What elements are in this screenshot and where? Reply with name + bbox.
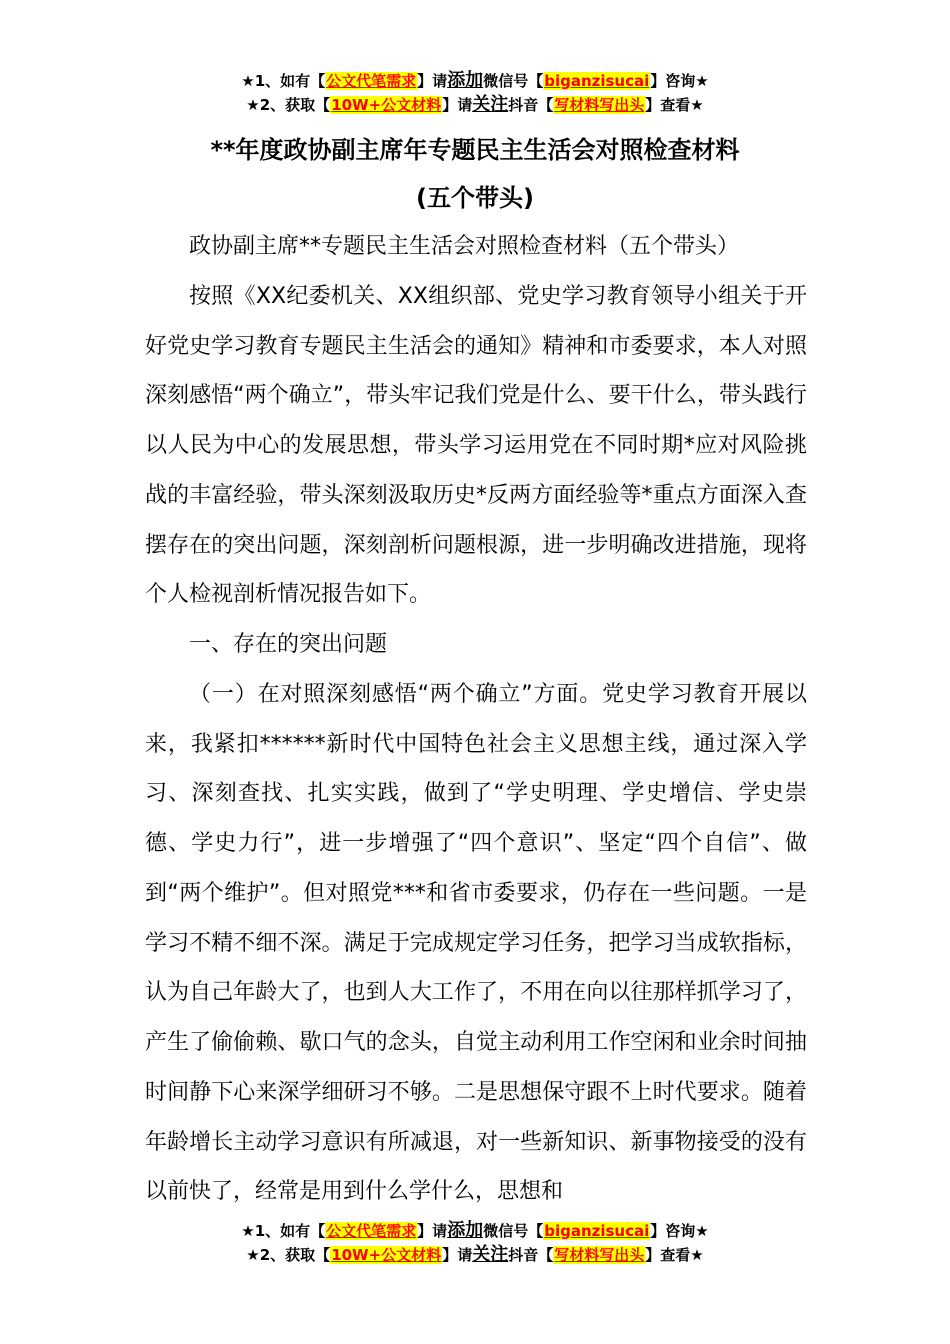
document-body xyxy=(145,222,807,1217)
document-title-line-1: **年度政协副主席年专题民主生活会对照检查材料 xyxy=(210,136,740,164)
banner-text: 微信号【 xyxy=(483,1222,544,1240)
banner-text: 】咨询★ xyxy=(650,1222,709,1240)
banner-highlight-service: 公文代笔需求 xyxy=(326,1222,417,1240)
banner-text: 】查看★ xyxy=(645,96,704,114)
banner-text: 】请 xyxy=(442,1246,473,1264)
banner-line-1 xyxy=(0,1219,950,1243)
banner-line-2 xyxy=(0,93,950,117)
banner-emphasis: 添加 xyxy=(447,1220,484,1241)
paragraph-subtitle: 政协副主席**专题民主生活会对照检查材料（五个带头） xyxy=(189,234,740,259)
banner-text: 】请 xyxy=(442,96,473,114)
paragraph-intro: 按照《XX纪委机关、XX组织部、党史学习教育领导小组关于开好党史学习教育专题民主生活会的通知》精神和市委要求，本人对照深刻感悟“两个确立”，带头牢记我们党是什么、要干什么，带头践行以人民为中心的发展思想，带头学习运用党在不同时期*应对风险挑战的丰富经验，带头深刻汲取历史*反两方面经验等*重点方面深入查摆存在的突出问题，深刻剖析问题根源，进一步明确改进措施，现将个人检视剖析情况报告如下。 xyxy=(145,283,807,608)
banner-emphasis: 添加 xyxy=(447,70,484,91)
banner-text: 抖音【 xyxy=(508,1246,554,1264)
banner-text: 抖音【 xyxy=(508,96,554,114)
banner-text: 微信号【 xyxy=(483,72,544,90)
banner-text: 】查看★ xyxy=(645,1246,704,1264)
banner-highlight-materials: 10W+公文材料 xyxy=(331,1246,442,1264)
banner-highlight-materials: 10W+公文材料 xyxy=(331,96,442,114)
banner-emphasis: 关注 xyxy=(472,1244,509,1265)
section-heading: 一、存在的突出问题 xyxy=(189,632,388,657)
paragraph-section-1: （一）在对照深刻感悟“两个确立”方面。党史学习教育开展以来，我紧扣******新时代中国特色社会主义思想主线，通过深入学习、深刻查找、扎实实践，做到了“学史明理、学史增信、学史崇德、学史力行”，进一步增强了“四个意识”、坚定“四个自信”、做到“两个维护”。但对照党***和省市委要求，仍存在一些问题。一是学习不精不细不深。满足于完成规定学习任务，把学习当成软指标，认为自己年龄大了，也到人大工作了，不用在向以往那样抓学习了，产生了偷偷赖、歇口气的念头，自觉主动利用工作空闲和业余时间抽时间静下心来深学细研习不够。二是思想保守跟不上时代要求。随着年龄增长主动学习意识有所减退，对一些新知识、新事物接受的没有以前快了，经常是用到什么学什么，思想和 xyxy=(145,681,807,1205)
banner-text: 】请 xyxy=(417,1222,448,1240)
banner-highlight-douyin: 写材料写出头 xyxy=(554,96,645,114)
banner-line-2 xyxy=(0,1243,950,1267)
banner-text: ★1、如有【 xyxy=(241,1222,326,1240)
banner-line-1 xyxy=(0,69,950,93)
banner-emphasis: 关注 xyxy=(472,94,509,115)
banner-highlight-wechat-id: biganzisucai xyxy=(544,1222,650,1240)
banner-highlight-service: 公文代笔需求 xyxy=(326,72,417,90)
banner-text: ★2、获取【 xyxy=(246,96,331,114)
bottom-banner xyxy=(0,1219,950,1267)
banner-text: 】请 xyxy=(417,72,448,90)
banner-highlight-wechat-id: biganzisucai xyxy=(544,72,650,90)
banner-text: ★1、如有【 xyxy=(241,72,326,90)
banner-highlight-douyin: 写材料写出头 xyxy=(554,1246,645,1264)
document-title-line-2: (五个带头) xyxy=(416,184,534,212)
banner-text: 】咨询★ xyxy=(650,72,709,90)
top-banner xyxy=(0,69,950,117)
banner-text: ★2、获取【 xyxy=(246,1246,331,1264)
